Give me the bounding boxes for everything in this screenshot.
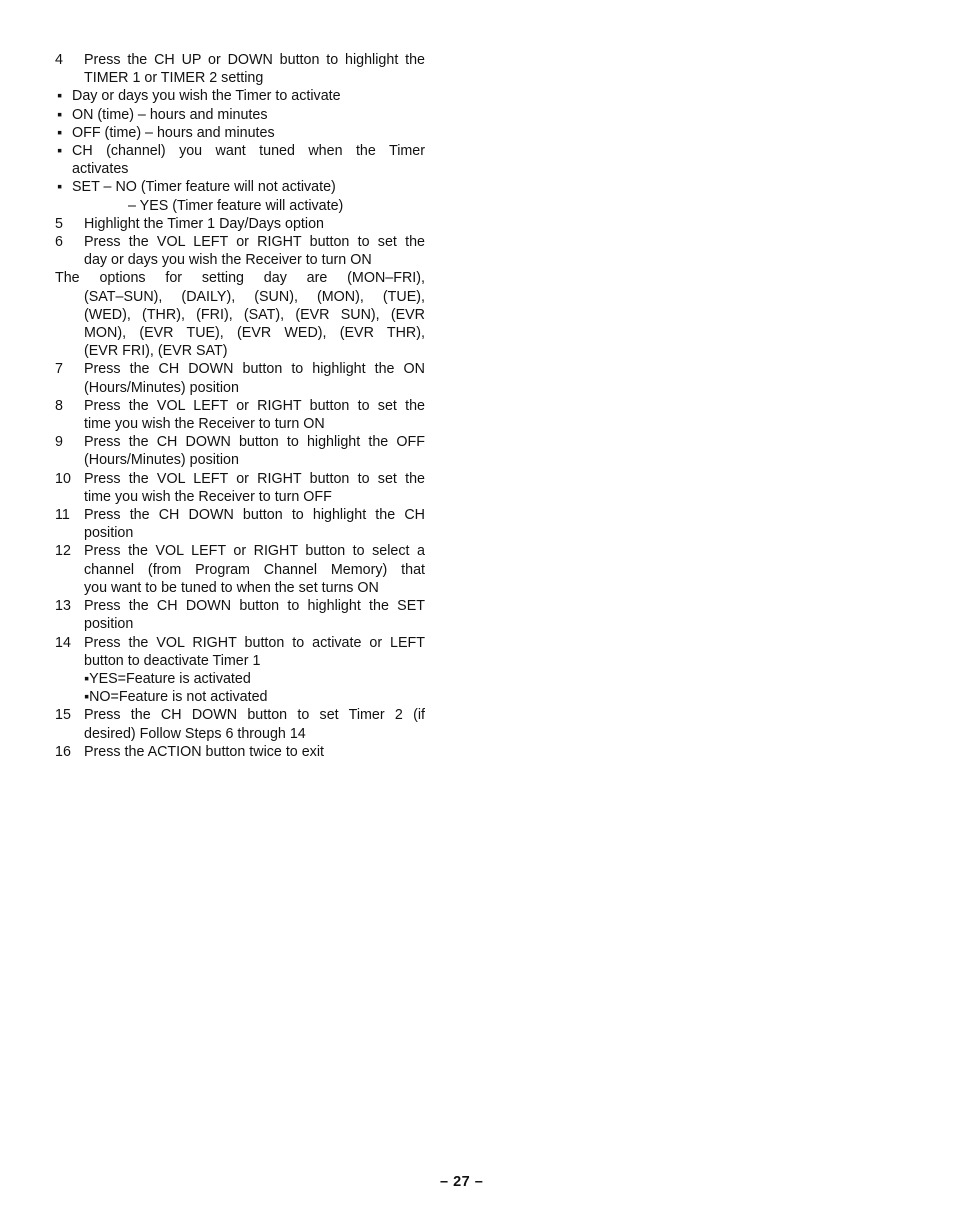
step-15: 15 Press the CH DOWN button to set Timer 2 (if desired) Follow Steps 6 through 14 (55, 707, 425, 742)
bullet-icon: ▪ (57, 106, 63, 123)
bullet-icon: ▪ (57, 179, 63, 196)
step-4 (55, 51, 425, 87)
bullet-item: ▪ OFF (time) – hours and minutes (57, 124, 275, 141)
step-12: 12 Press the VOL LEFT or RIGHT button to select a channel (from Program Channel Memory) that you want to be tuned to when the set turns ON (55, 543, 425, 596)
bullet-icon: ▪ (57, 124, 63, 141)
step-8: 8 Press the VOL LEFT or RIGHT button to set the time you wish the Receiver to turn ON (55, 397, 425, 433)
step-11: 11 Press the CH DOWN button to highlight the CH position (55, 507, 425, 542)
bullet-item: ▪ Day or days you wish the Timer to activate (57, 88, 341, 105)
step-text: Press the CH UP or DOWN button to highlight the TIMER 1 or TIMER 2 setting (84, 52, 425, 87)
step-number: 6 (55, 234, 63, 251)
step-number: 10 (55, 470, 71, 487)
step-9: 9 Press the CH DOWN button to highlight the OFF (Hours/Minutes) position (55, 434, 425, 469)
page-number: – 27 – (440, 1174, 484, 1190)
step-14: 14 Press the VOL RIGHT button to activate or LEFT button to deactivate Timer 1 ▪YES=Feature is activated ▪NO=Feature is not activated (55, 634, 425, 706)
step-10: 10 Press the VOL LEFT or RIGHT button to set the time you wish the Receiver to turn OFF (55, 470, 425, 505)
day-options-note: The options for setting day are (MON–FRI), (SAT–SUN), (DAILY), (SUN), (MON), (TUE), (WED), (THR), (FRI), (SAT), (EVR SUN), (EVR MON), (EVR TUE), (EVR WED), (EVR THR), (EVR FRI), (EVR SAT) (55, 270, 425, 360)
step-number: 11 (55, 507, 70, 524)
bullet-item: ▪ ON (time) – hours and minutes (57, 106, 268, 123)
step-7: 7 Press the CH DOWN button to highlight the ON (Hours/Minutes) position (55, 361, 425, 396)
bullet-icon: ▪ (57, 143, 63, 160)
step-number: 9 (55, 434, 63, 451)
step-number: 7 (55, 361, 63, 378)
yes-note: ▪YES=Feature is activated (84, 670, 251, 687)
step-16: 16 Press the ACTION button twice to exit (55, 743, 324, 760)
step-6: 6 Press the VOL LEFT or RIGHT button to set the day or days you wish the Receiver to turn ON (55, 234, 425, 269)
instructions (55, 51, 425, 761)
step-number: 15 (55, 707, 71, 724)
step-number: 5 (55, 215, 63, 232)
step-5: 5 Highlight the Timer 1 Day/Days option (55, 215, 324, 232)
step-number: 16 (55, 743, 71, 760)
step-number: 4 (55, 52, 63, 68)
step-number: 12 (55, 543, 71, 560)
bullet-item: ▪ SET – NO (Timer feature will not activate) – YES (Timer feature will activate) (57, 179, 344, 214)
step-number: 8 (55, 397, 63, 414)
step-number: 14 (55, 634, 71, 651)
step-13: 13 Press the CH DOWN button to highlight the SET position (55, 598, 425, 633)
bullet-item: ▪ CH (channel) you want tuned when the Timer activates (57, 143, 425, 178)
step-number: 13 (55, 598, 71, 615)
bullet-icon: ▪ (57, 88, 63, 105)
no-note: ▪NO=Feature is not activated (84, 689, 268, 706)
